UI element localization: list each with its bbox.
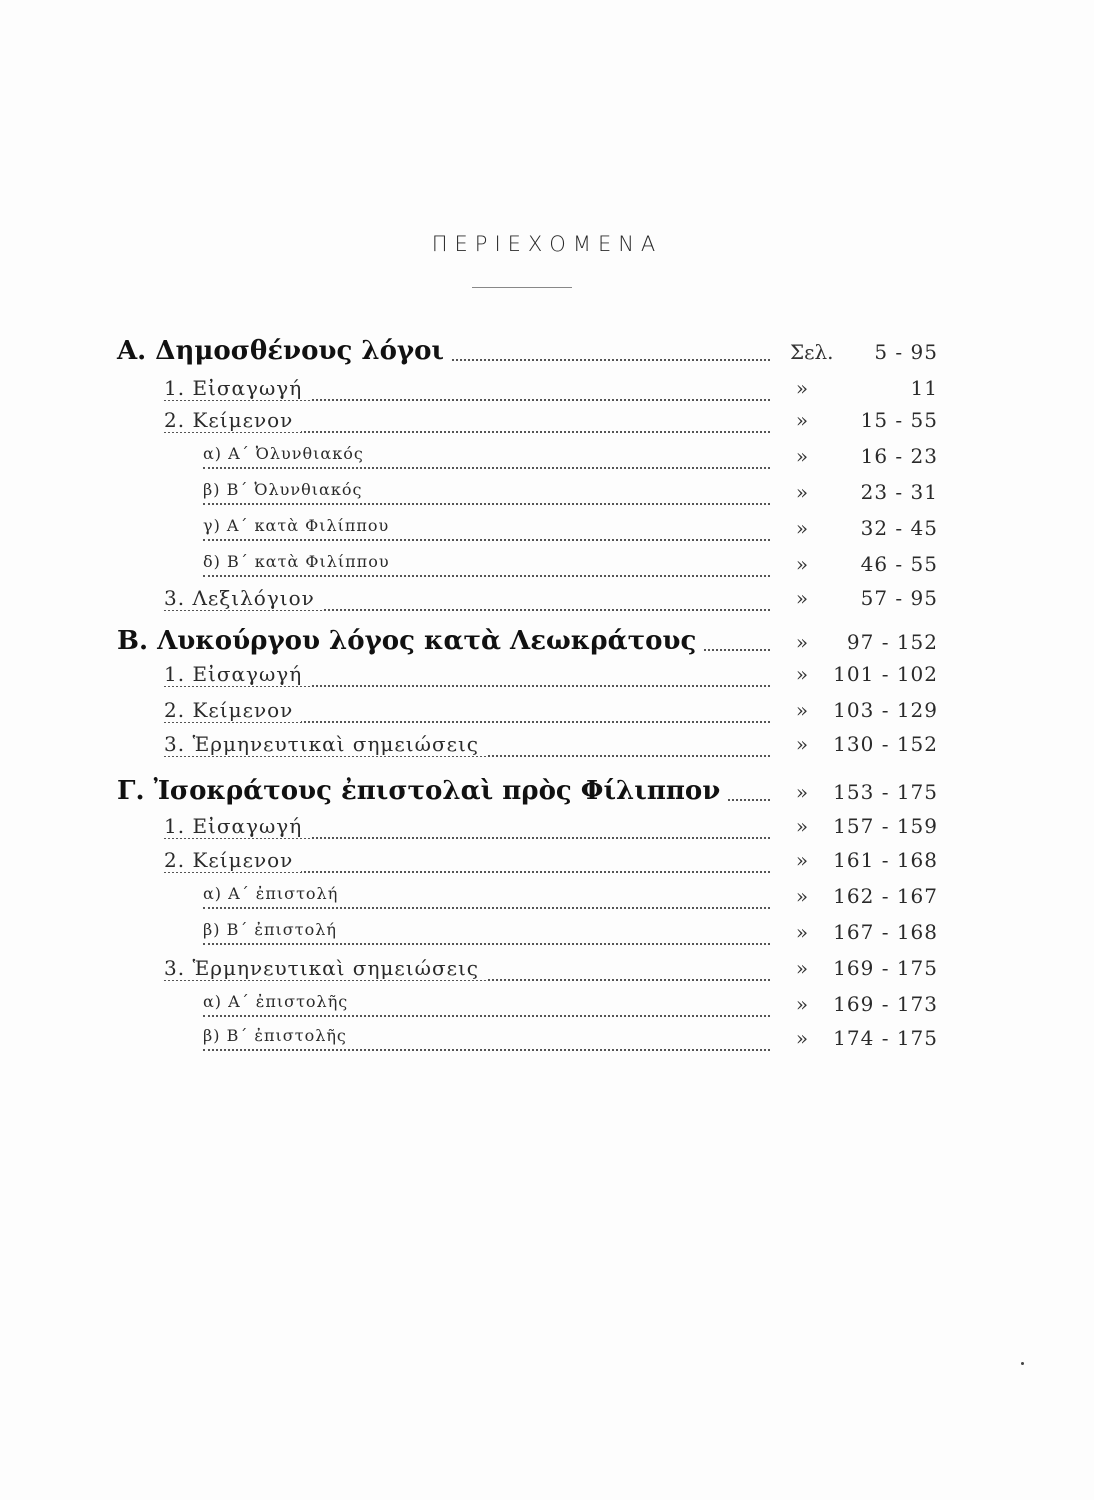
page-marker: » xyxy=(795,698,809,722)
toc-entry xyxy=(0,732,1094,768)
page-marker: » xyxy=(795,662,809,686)
page-marker: » xyxy=(795,376,809,400)
page-range: 157 - 159 xyxy=(833,814,938,838)
toc-entry-label: α) Α΄ ἐπιστολῆς xyxy=(203,992,356,1011)
page-range: 101 - 102 xyxy=(833,662,938,686)
toc-entry-label: γ) Α΄ κατὰ Φιλίππου xyxy=(203,516,397,535)
toc-entry xyxy=(0,626,1094,662)
toc-entry xyxy=(0,1026,1094,1062)
page-marker: » xyxy=(795,848,809,872)
toc-entry-label: 2. Κείμενον xyxy=(164,698,301,722)
page-range: 57 - 95 xyxy=(860,586,938,610)
toc-entry xyxy=(0,992,1094,1028)
page-marker: » xyxy=(795,480,809,504)
toc-entry-label: Α. Δημοσθένους λόγοι xyxy=(117,336,452,366)
page-marker: » xyxy=(795,920,809,944)
page-marker: » xyxy=(795,552,809,576)
toc-entry-label: 2. Κείμενον xyxy=(164,848,301,872)
page-range: 15 - 55 xyxy=(860,408,938,432)
dot-leader xyxy=(203,574,770,577)
toc-entry xyxy=(0,480,1094,516)
page-marker: » xyxy=(795,408,809,432)
toc-entry-label: Γ. Ἰσοκράτους ἐπιστολαὶ πρὸς Φίλιππον xyxy=(117,776,728,806)
toc-entry-label: Β. Λυκούργου λόγος κατὰ Λεωκράτους xyxy=(117,626,704,656)
toc-entry-label: 1. Εἰσαγωγή xyxy=(164,814,310,838)
toc-entry-label: 2. Κείμενον xyxy=(164,408,301,432)
page-range: 169 - 173 xyxy=(833,992,938,1016)
toc-entry-label: β) Β΄ ἐπιστολῆς xyxy=(203,1026,355,1045)
page-range: 162 - 167 xyxy=(833,884,938,908)
page-range: 46 - 55 xyxy=(860,552,938,576)
toc-entry-label: 1. Εἰσαγωγή xyxy=(164,662,310,686)
page-marker: Σελ. xyxy=(790,340,834,364)
page-marker: » xyxy=(795,884,809,908)
dot-leader xyxy=(203,942,770,945)
toc-entry xyxy=(0,586,1094,622)
page-title: ΠΕΡΙΕΧΟΜΕΝΑ xyxy=(431,232,663,256)
page-marker: » xyxy=(795,586,809,610)
toc-entry xyxy=(0,376,1094,412)
page-range: 97 - 152 xyxy=(846,630,938,654)
page-marker: » xyxy=(795,956,809,980)
dot-leader xyxy=(203,906,770,909)
page-marker: » xyxy=(795,516,809,540)
page-speck xyxy=(1021,1362,1024,1365)
toc-entry-label: 3. Ἑρμηνευτικαὶ σημειώσεις xyxy=(164,956,487,980)
page-range: 161 - 168 xyxy=(833,848,938,872)
toc-entry-label: 3. Ἑρμηνευτικαὶ σημειώσεις xyxy=(164,732,487,756)
title-divider xyxy=(472,287,572,288)
page-marker: » xyxy=(795,444,809,468)
toc-entry-label: β) Β΄ ἐπιστολή xyxy=(203,920,345,939)
toc-entry-label: α) Α΄ ἐπιστολή xyxy=(203,884,346,903)
dot-leader xyxy=(203,1014,770,1017)
toc-entry xyxy=(0,662,1094,698)
toc-entry xyxy=(0,698,1094,734)
dot-leader xyxy=(203,538,770,541)
page-range: 174 - 175 xyxy=(833,1026,938,1050)
page-range: 153 - 175 xyxy=(833,780,938,804)
page-range: 167 - 168 xyxy=(833,920,938,944)
page-range: 23 - 31 xyxy=(860,480,938,504)
toc-entry xyxy=(0,516,1094,552)
page-marker: » xyxy=(795,1026,809,1050)
page-range: 130 - 152 xyxy=(833,732,938,756)
toc-entry xyxy=(0,920,1094,956)
page-marker: » xyxy=(795,814,809,838)
page-range: 169 - 175 xyxy=(833,956,938,980)
dot-leader xyxy=(203,466,770,469)
toc-entry xyxy=(0,336,1094,372)
toc-entry-label: α) Α΄ Ὀλυνθιακός xyxy=(203,444,372,463)
toc-entry xyxy=(0,444,1094,480)
toc-entry xyxy=(0,848,1094,884)
toc-entry xyxy=(0,814,1094,850)
toc-entry xyxy=(0,552,1094,588)
toc-entry xyxy=(0,776,1094,812)
toc-entry xyxy=(0,408,1094,444)
dot-leader xyxy=(203,502,770,505)
page-range: 5 - 95 xyxy=(874,340,938,364)
page-marker: » xyxy=(795,780,809,804)
dot-leader xyxy=(203,1048,770,1051)
toc-entry-label: 3. Λεξιλόγιον xyxy=(164,586,323,610)
toc-entry-label: β) Β΄ Ὀλυνθιακός xyxy=(203,480,370,499)
page-marker: » xyxy=(795,992,809,1016)
page-marker: » xyxy=(795,732,809,756)
toc-entry-label: δ) Β΄ κατὰ Φιλίππου xyxy=(203,552,398,571)
page-range: 11 xyxy=(910,376,938,400)
page-marker: » xyxy=(795,630,809,654)
toc-entry-label: 1. Εἰσαγωγή xyxy=(164,376,310,400)
page-range: 16 - 23 xyxy=(860,444,938,468)
page-range: 103 - 129 xyxy=(833,698,938,722)
page-range: 32 - 45 xyxy=(860,516,938,540)
toc-entry xyxy=(0,956,1094,992)
toc-entry xyxy=(0,884,1094,920)
